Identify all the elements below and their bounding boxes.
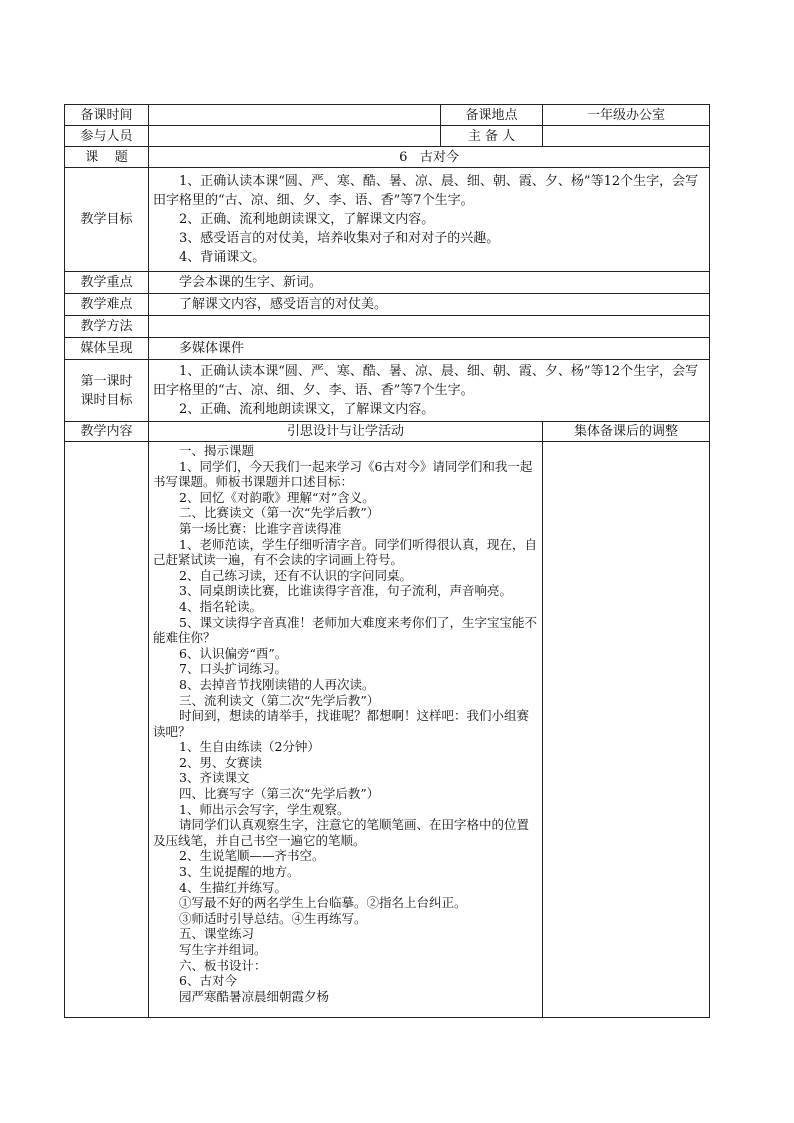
- activity-line: 第一场比赛：比谁字音读得准: [179, 520, 342, 536]
- first-lesson-label-line1: 第一课时: [80, 373, 133, 389]
- media-value: 多媒体课件: [149, 338, 710, 360]
- first-lesson-item: 1、正确认读本课“圆、严、寒、酷、暑、凉、晨、细、朝、霞、夕、杨”等12个生字，会写田字格里的“古、凉、细、夕、李、语、香”等7个生字。: [153, 364, 699, 398]
- goal-item: 2、正确、流利地朗读课文，了解课文内容。: [179, 212, 435, 227]
- lesson-plan-table: [64, 104, 710, 1018]
- activity-line: 6、认识偏旁“酉”。: [179, 645, 288, 661]
- lead-value[interactable]: [543, 126, 710, 147]
- first-lesson-label-line2: 课时目标: [80, 392, 133, 408]
- activity-line: 4、指名轮读。: [179, 598, 262, 614]
- goals-label: 教学目标: [65, 168, 149, 272]
- participants-label: 参与人员: [65, 126, 149, 147]
- activity-line: 五、课堂练习: [179, 926, 255, 942]
- activity-line: 6、古对今: [179, 973, 237, 989]
- adjustment-cell[interactable]: [543, 442, 710, 1018]
- content-header-col2: 引思设计与让学活动: [149, 422, 543, 442]
- activity-line: 三、流利读文（第二次“先学后教”）: [179, 692, 380, 708]
- goal-item: 1、正确认读本课“圆、严、寒、酷、暑、凉、晨、细、朝、霞、夕、杨”等12个生字，会写田字格里的“古、凉、细、夕、李、语、香”等7个生字。: [153, 174, 699, 208]
- activity-line: 2、自己练习读，还有不认识的字问同桌。: [179, 567, 412, 583]
- topic-label: 课 题: [65, 147, 149, 168]
- activity-line: 1、同学们，今天我们一起来学习《6古对今》请同学们和我一起书写课题。师板书课题并口述目标：: [153, 458, 533, 490]
- activities-content: [149, 442, 543, 1018]
- activity-line: 1、师出示会写字，学生观察。: [179, 801, 350, 817]
- content-header-col1: 教学内容: [65, 422, 149, 442]
- difficulty-value: 了解课文内容，感受语言的对仗美。: [149, 294, 710, 316]
- row-method: [65, 316, 710, 338]
- activity-line: 四、比赛写字（第三次“先学后教”）: [179, 786, 380, 802]
- time-value[interactable]: [149, 105, 441, 126]
- activity-line: 4、生描红并练写。: [179, 879, 287, 895]
- activity-line: 园严寒酷暑凉晨细朝霞夕杨: [179, 988, 330, 1004]
- goals-content: [149, 168, 710, 272]
- focus-label: 教学重点: [65, 272, 149, 294]
- activity-line: 3、同桌朗读比赛，比谁读得字音准，句子流利，声音响亮。: [179, 583, 512, 599]
- row-focus: [65, 272, 710, 294]
- media-label: 媒体呈现: [65, 338, 149, 360]
- row-topic: [65, 147, 710, 168]
- activity-line: 1、生自由练读（2分钟）: [179, 739, 320, 755]
- activity-line: 写生字并组词。: [179, 942, 267, 957]
- row-first-lesson: [65, 360, 710, 422]
- row-media: [65, 338, 710, 360]
- activity-line: 1、老师范读，学生仔细听清字音。同学们听得很认真，现在，自己赶紧试读一遍，有不会读的字词画上符号。: [153, 536, 537, 568]
- first-lesson-content: [149, 360, 710, 422]
- activity-line: 8、去掉音节找刚读错的人再次读。: [179, 676, 375, 692]
- activity-line: 3、齐读课文: [179, 770, 250, 786]
- row-goals: [65, 168, 710, 272]
- activity-line: 一、揭示课题: [179, 443, 255, 458]
- place-value[interactable]: 一年级办公室: [543, 105, 710, 126]
- content-header-col3: 集体备课后的调整: [543, 422, 710, 442]
- difficulty-label: 教学难点: [65, 294, 149, 316]
- focus-value: 学会本课的生字、新词。: [149, 272, 710, 294]
- row-activities: [65, 442, 710, 1018]
- activity-line: ③师适时引导总结。④生再练写。: [179, 910, 367, 926]
- row-time-place: [65, 105, 710, 126]
- method-label: 教学方法: [65, 316, 149, 338]
- activity-line: 时间到，想读的请举手，找谁呢？都想啊！这样吧：我们小组赛读吧？: [153, 708, 530, 739]
- activity-line: 2、回忆《对韵歌》理解“对”含义。: [179, 489, 375, 505]
- goal-item: 4、背诵课文。: [179, 250, 266, 265]
- first-lesson-label: [65, 360, 149, 422]
- lead-label: 主 备 人: [441, 126, 543, 147]
- row-difficulty: [65, 294, 710, 316]
- activity-line: 5、课文读得字音真准！老师加大难度来考你们了，生字宝宝能不能难住你？: [153, 614, 537, 646]
- activity-line: ①写最不好的两名学生上台临摹。②指名上台纠正。: [179, 895, 467, 911]
- activity-line: 2、男、女赛读: [179, 754, 262, 770]
- activity-line: 请同学们认真观察生字，注意它的笔顺笔画、在田字格中的位置及压线笔，并自己书空一遍它的笔顺。: [153, 817, 530, 848]
- method-value[interactable]: [149, 316, 710, 338]
- content-empty-cell: [65, 442, 149, 1018]
- activity-line: 二、比赛读文（第一次“先学后教”）: [179, 505, 380, 521]
- time-label: 备课时间: [65, 105, 149, 126]
- first-lesson-item: 2、正确、流利地朗读课文，了解课文内容。: [179, 402, 435, 417]
- activity-line: 六、板书设计：: [179, 957, 267, 973]
- activity-line: 2、生说笔顺——齐书空。: [179, 848, 325, 864]
- activity-line: 3、生说提醒的地方。: [179, 864, 300, 880]
- goal-item: 3、感受语言的对仗美，培养收集对子和对对子的兴趣。: [179, 231, 500, 246]
- activity-line: 7、口头扩词练习。: [179, 661, 287, 677]
- topic-value: 6 古对今: [149, 147, 710, 168]
- place-label: 备课地点: [441, 105, 543, 126]
- row-content-header: [65, 422, 710, 442]
- row-participants: [65, 126, 710, 147]
- participants-value[interactable]: [149, 126, 441, 147]
